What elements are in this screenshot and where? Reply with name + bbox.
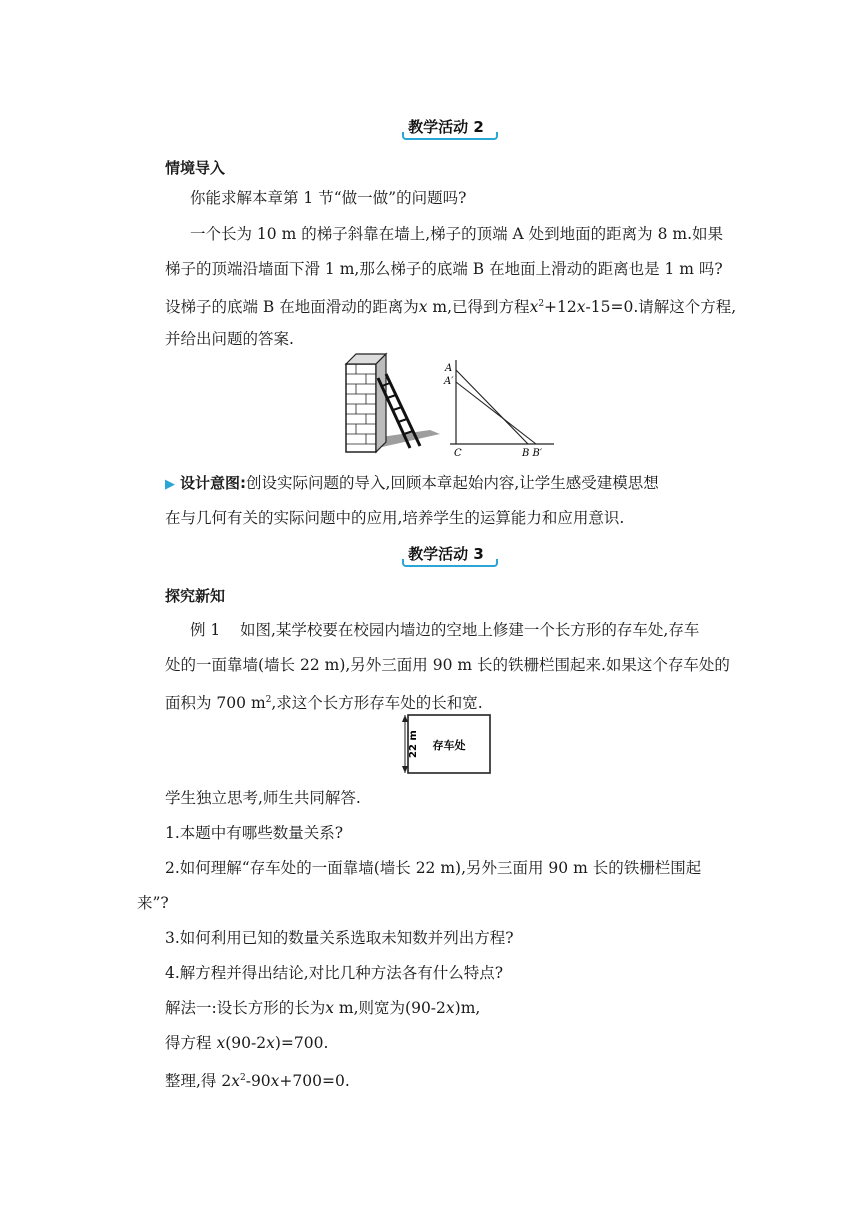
example-line: 例 1 如图,某学校要在校园内墙边的空地上修建一个长方形的存车处,存车 (190, 621, 700, 639)
activity-banner-2: 教学活动 2 (408, 118, 484, 136)
step-line: 1.本题中有哪些数量关系? (165, 824, 344, 842)
solution-line: 解法一:设长方形的长为x m,则宽为(90-2x)m, (165, 999, 481, 1017)
step-line: 来”? (137, 894, 169, 912)
ladder-geometry-diagram (442, 356, 557, 460)
section-heading-explore: 探究新知 (165, 587, 226, 605)
triangle-bullet-icon: ▶ (165, 477, 175, 492)
design-intent-line: 在与几何有关的实际问题中的应用,培养学生的运算能力和应用意识. (165, 509, 625, 527)
step-line: 3.如何利用已知的数量关系选取未知数并列出方程? (165, 929, 514, 947)
point-label-a-prime: A′ (444, 376, 454, 387)
step-line: 4.解方程并得出结论,对比几种方法各有什么特点? (165, 964, 504, 982)
paragraph-line: 一个长为 10 m 的梯子斜靠在墙上,梯子的顶端 A 处到地面的距离为 8 m.如果 (190, 225, 724, 243)
paragraph-line: 设梯子的底端 B 在地面滑动的距离为x m,已得到方程$x^2+12x-15=0$.请解这个方程, (165, 298, 737, 317)
point-label-b-bprime: B B′ (522, 448, 543, 459)
banner-underline (402, 132, 498, 140)
step-line: 学生独立思考,师生共同解答. (165, 789, 361, 807)
activity-banner-3: 教学活动 3 (408, 545, 484, 563)
design-intent-label: 设计意图: (179, 474, 246, 492)
banner-underline (402, 559, 498, 567)
solution-line: 整理,得 $2x^2-90x+700=0$. (165, 1072, 350, 1091)
ladder-wall-illustration (340, 352, 440, 456)
parking-area-diagram (395, 712, 505, 776)
paragraph-line: 你能求解本章第 1 节“做一做”的问题吗? (190, 189, 467, 207)
step-line: 2.如何理解“存车处的一面靠墙(墙长 22 m),另外三面用 90 m 长的铁栅栏围起 (165, 859, 702, 877)
point-label-c: C (454, 448, 462, 459)
wall-length-label: 22 m (408, 730, 419, 758)
example-line: 面积为 700 $m^2$,求这个长方形存车处的长和宽. (165, 694, 483, 713)
section-heading-scenario: 情境导入 (165, 159, 226, 177)
example-line: 处的一面靠墙(墙长 22 m),另外三面用 90 m 长的铁栅栏围起来.如果这个存车处的 (165, 656, 730, 674)
point-label-a: A (445, 363, 453, 374)
parking-box-label: 存车处 (432, 739, 466, 752)
solution-line: 得方程 x(90-2x)=700. (165, 1034, 329, 1052)
design-intent-line: ▶ 设计意图:创设实际问题的导入,回顾本章起始内容,让学生感受建模思想 (165, 474, 659, 492)
paragraph-line: 并给出问题的答案. (165, 330, 294, 348)
paragraph-line: 梯子的顶端沿墙面下滑 1 m,那么梯子的底端 B 在地面上滑动的距离也是 1 m 吗? (165, 260, 723, 278)
